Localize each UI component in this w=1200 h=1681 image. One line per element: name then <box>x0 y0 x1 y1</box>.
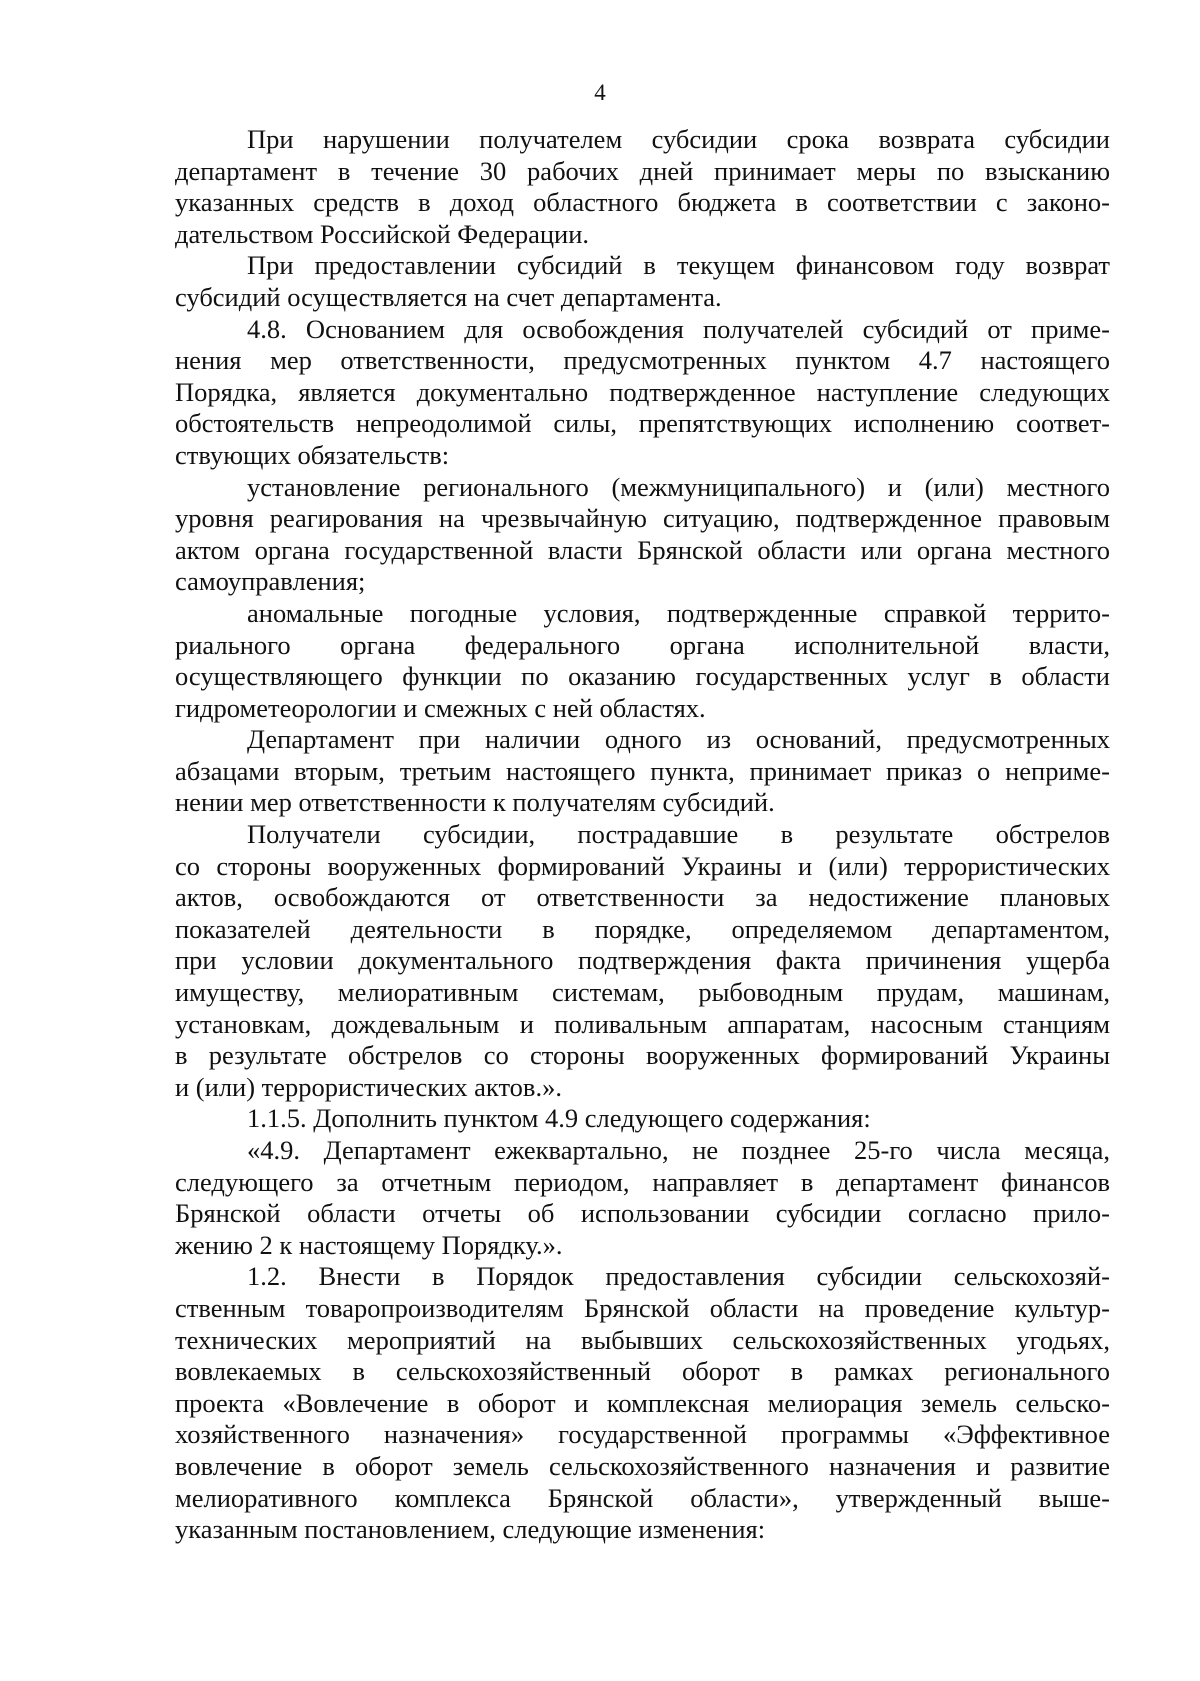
paragraph-p8 <box>175 1103 1110 1135</box>
text-line: обстоятельств непреодолимой силы, препятствующих исполнению соответ- <box>175 408 1110 439</box>
text-line: мелиоративного комплекса Брянской области», утвержденный выше- <box>175 1482 1110 1513</box>
text-line: гидрометеорологии и смежных с ней областях. <box>175 692 706 723</box>
text-line: установление регионального (межмуниципального) и (или) местного <box>247 471 1110 502</box>
text-line: абзацами вторым, третьим настоящего пункта, принимает приказ о неприме- <box>175 755 1110 786</box>
paragraph-p2 <box>175 250 1110 313</box>
text-line: имуществу, мелиоративным системам, рыбоводным прудам, машинам, <box>175 977 1110 1008</box>
text-line: самоуправления; <box>175 566 366 597</box>
text-line: риального органа федерального органа исполнительной власти, <box>175 629 1110 660</box>
text-line: нении мер ответственности к получателям субсидий. <box>175 787 775 818</box>
text-line: указанных средств в доход областного бюджета в соответствии с законо- <box>175 187 1110 218</box>
text-line: 1.1.5. Дополнить пунктом 4.9 следующего содержания: <box>247 1103 871 1134</box>
text-line: «4.9. Департамент ежеквартально, не позднее 25-го числа месяца, <box>247 1135 1110 1165</box>
text-line: департамент в течение 30 рабочих дней принимает меры по взысканию <box>175 155 1110 186</box>
text-line: ственным товаропроизводителям Брянской области на проведение культур- <box>175 1292 1110 1323</box>
text-line: уровня реагирования на чрезвычайную ситуацию, подтвержденное правовым <box>175 503 1110 534</box>
text-line: жению 2 к настоящему Порядку.». <box>175 1229 563 1260</box>
paragraph-p7 <box>175 819 1110 1103</box>
paragraph-p5 <box>175 598 1110 724</box>
text-line: Порядка, является документально подтвержденное наступление следующих <box>175 376 1110 407</box>
text-line: 4.8. Основанием для освобождения получателей субсидий от приме- <box>247 313 1110 344</box>
text-line: 1.2. Внести в Порядок предоставления субсидии сельскохозяй- <box>247 1261 1110 1292</box>
text-line: Брянской области отчеты об использовании субсидии согласно прило- <box>175 1198 1110 1229</box>
text-line: показателей деятельности в порядке, определяемом департаментом, <box>175 913 1110 944</box>
text-line: Получатели субсидии, пострадавшие в результате обстрелов <box>247 819 1110 850</box>
text-line: технических мероприятий на выбывших сельскохозяйственных угодьях, <box>175 1324 1110 1355</box>
paragraph-p4 <box>175 472 1110 598</box>
text-line: в результате обстрелов со стороны вооруженных формирований Украины <box>175 1040 1110 1071</box>
text-line: хозяйственного назначения» государственной программы «Эффективное <box>175 1419 1110 1450</box>
text-line: и (или) террористических актов.». <box>175 1071 562 1102</box>
paragraph-p1 <box>175 124 1110 250</box>
paragraph-p9 <box>175 1135 1110 1261</box>
text-line: вовлекаемых в сельскохозяйственный оборот в рамках регионального <box>175 1356 1110 1387</box>
text-line: актом органа государственной власти Брянской области или органа местного <box>175 534 1110 565</box>
text-line: установкам, дождевальным и поливальным аппаратам, насосным станциям <box>175 1008 1110 1039</box>
text-line: дательством Российской Федерации. <box>175 218 590 249</box>
document-body <box>175 124 1110 1546</box>
text-line: осуществляющего функции по оказанию государственных услуг в области <box>175 661 1110 692</box>
text-line: актов, освобождаются от ответственности за недостижение плановых <box>175 882 1110 913</box>
text-line: вовлечение в оборот земель сельскохозяйственного назначения и развитие <box>175 1450 1110 1481</box>
text-line: При нарушении получателем субсидии срока возврата субсидии <box>247 124 1110 154</box>
page-number: 4 <box>594 80 606 105</box>
text-line: при условии документального подтверждения факта причинения ущерба <box>175 945 1110 976</box>
text-line: следующего за отчетным периодом, направляет в департамент финансов <box>175 1166 1110 1197</box>
paragraph-p10 <box>175 1261 1110 1545</box>
text-line: При предоставлении субсидий в текущем финансовом году возврат <box>247 250 1110 281</box>
text-line: со стороны вооруженных формирований Украины и (или) террористических <box>175 850 1110 881</box>
text-line: ствующих обязательств: <box>175 439 450 470</box>
text-line: указанным постановлением, следующие изменения: <box>175 1514 766 1545</box>
text-line: субсидий осуществляется на счет департамента. <box>175 281 722 312</box>
text-line: нения мер ответственности, предусмотренных пунктом 4.7 настоящего <box>175 345 1110 376</box>
text-line: Департамент при наличии одного из оснований, предусмотренных <box>247 724 1110 755</box>
paragraph-p3 <box>175 314 1110 472</box>
paragraph-p6 <box>175 724 1110 819</box>
text-line: проекта «Вовлечение в оборот и комплексная мелиорация земель сельско- <box>175 1387 1110 1418</box>
text-line: аномальные погодные условия, подтвержденные справкой террито- <box>247 597 1110 628</box>
